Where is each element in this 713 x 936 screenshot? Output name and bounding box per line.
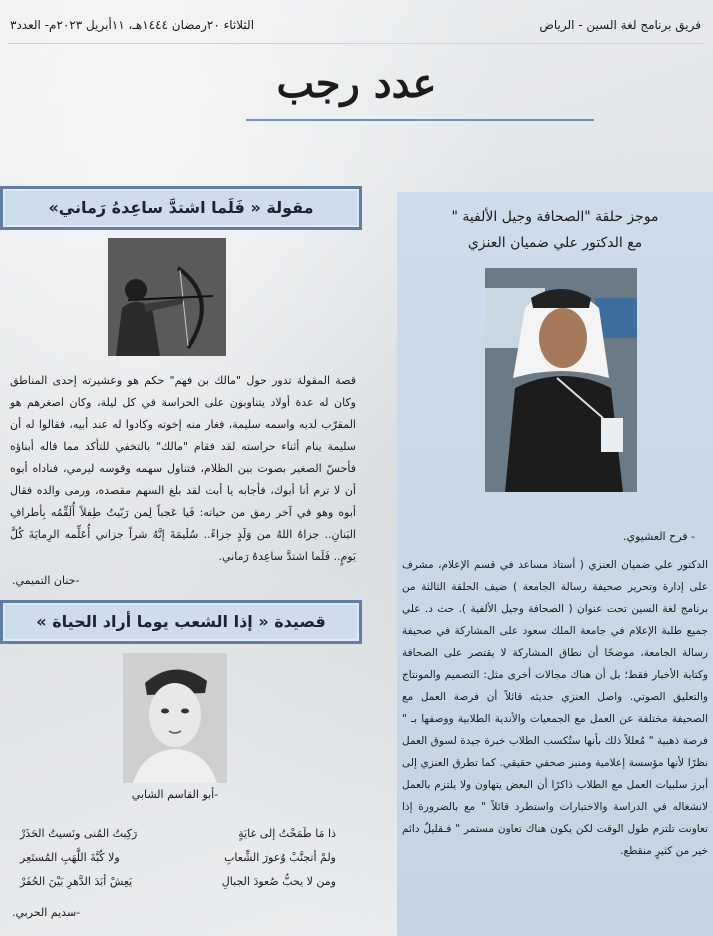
interview-title [397,204,713,256]
verse-first-hemistich: ومن لا يحبُّ صُعودَ الجبالِ [221,875,336,888]
poem-verses [20,822,336,894]
quote-author: -حنان التميمي. [12,574,80,587]
verse-row [20,870,336,894]
poet-caption: -أبو القاسم الشابي [131,788,219,801]
poet-portrait [123,653,227,783]
interview-title-line2: مع الدكتور علي ضميان العنزي [467,235,643,251]
poet-portrait-photo [123,653,227,783]
guest-photo [485,268,637,492]
team-line: فريق برنامج لغة السين - الرياض [539,18,701,32]
verse-first-hemistich: ذا مَا طَمَحْتُ إلى غايَةٍ [238,827,336,840]
quote-heading-banner: مقولة « فَلَما اشتدَّ ساعِدهُ رَماني» [0,186,362,230]
archer-illustration [108,238,226,356]
archer-photo [108,238,226,356]
issue-date-line: الثلاثاء ٢٠رمضان ١٤٤٤هـ، ١١أبريل ٢٠٢٣م- العدد٣ [10,18,255,32]
verse-second-hemistich: رَكِبتُ المُنى ونَسيتُ الحَذَرْ [20,827,138,840]
verse-row [20,846,336,870]
interview-article-text: الدكتور علي ضميان العنزي ( أستاذ مساعد في قسم الإعلام، مشرف على إدارة وتحرير صحيفة رسالة الجامعة ) ضيف الحلقة الثالثة من برنامج لغة السين تحت عنوان ( الصحافة وجيل الألفية ). حث د. علي جميع طلبة الإعلام في جامعة الملك سعود على المشاركة في صحيفة رسالة الجامعة، موضحًا أن نطاق المشاركة لا يقتصر على الصحافة وكتابة الأخبار فقط؛ بل أن هناك مجالات أخرى مثل: التصميم والمونتاج والتعليق الصوتي. واصل العنزي حديثه قائلاً أن فرصة العمل مع الصحيفة مختلفة عن العمل مع الجمعيات والأندية الطلابية ووصفها بـ " فرصة ذهبية " مُعللاً ذلك بأنها ستُكسب الطلاب خبرة جيدة لسوق العمل نظرًا لأنها مؤسسة إعلامية ومنبر صحفي حقيقي. كما تطرق العنزي إلى أبرز سلبيات العمل مع الطلاب ذاكرًا أن البعض يتهاون ولا يلتزم بالعمل لانشغاله في الدراسة والاختبارات واستطرد قائلاً " مع بالضرورة إذا تعاونت تلتزم طول الوقت لكن يكون هناك تعاون مستمر " فـقليلٌ دائم خير من كثيرٍ منقطع. [402,559,708,857]
reporter-name: - فرح العشيوي. [622,530,695,543]
verse-second-hemistich: ولا كُبَّةَ اللَّهَبِ المُستَعِر [20,851,120,864]
page-title: عدد رجب [276,60,437,107]
guest-portrait [485,268,637,492]
interview-title-line1: موجز حلقة "الصحافة وجيل الألفية " [451,209,659,225]
title-underline [246,119,594,121]
poem-heading-banner: قصيدة « إذا الشعب يوما أراد الحياة » [0,600,362,644]
verse-first-hemistich: ولمْ أتجنَّبْ وُعورَ الشِّعابِ [224,851,336,864]
verse-second-hemistich: يَعِشْ أبَدَ الدَّهرِ بَيْنَ الحُفَرْ [20,875,133,888]
poem-author: -سديم الحربي. [12,906,81,919]
header-divider [8,43,705,44]
quote-story-text: قصة المقولة تدور حول "مالك بن فهم" حكم هو وعشيرته إحدى المناطق وكان له عدة أولاد يتناوبون على الحراسة في كل ليلة، وكان اصغرهم هو المقرّب لديه واسمه سليمة، فغار منه إخوته وكادوا له عند أبيه، فقالوا له أن سليمة ينام أثناء حراسته لقد فقام "مالك" بالتخفي للتأكد مما قاله أبناؤه فأحسّ الصغير بصوت بين الظلام، فتناول سهمه وقوسه ليرمي، فناداه أبوه أن لا ترم أنا أبوك، فأجابه يا أبت لقد بلغ السهم مقصده، ورمى والده فقال أبوه وهو في آخر رمق من حياته: فَيا عَجباً لِمن رَبّيتُ طِفلاً أُلَقِّمُه بِأطرافِ البَنانِ.. جزاهُ اللهُ من وَلَدٍ جزاءً.. سُلَيمَةَ إنَّهُ شراً جزاني أُعَلِّمه الرِمايَةَ كُلَّ يَومٍ.. فَلَما اشتدَّ ساعِدهُ رَماني. [10,374,356,563]
verse-row [20,822,336,846]
